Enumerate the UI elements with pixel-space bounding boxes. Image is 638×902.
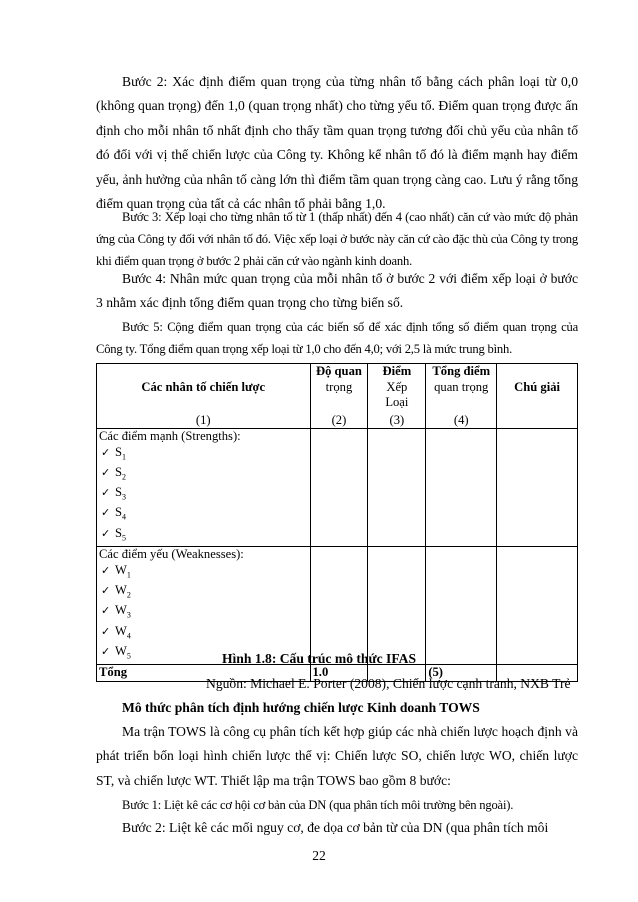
page-number: 22 (312, 848, 326, 863)
strength-item (99, 445, 308, 465)
strengths-list (99, 445, 308, 547)
weakness-label: $W_3$ (115, 603, 131, 620)
paragraph-tows-step1: Bước 1: Liệt kê các cơ hội cơ bản của DN (qua phân tích môi trường bên ngoài). (122, 798, 514, 812)
checkmark-icon: ✓ (101, 507, 111, 520)
strength-item (99, 526, 308, 546)
weakness-label: $W_1$ (115, 562, 131, 580)
strength-label: $S_3$ (115, 485, 127, 502)
strength-label: $S_2$ (115, 464, 127, 482)
paragraph-step3: Bước 3: Xếp loại cho từng nhân tố từ 1 (thấp nhất) đến 4 (cao nhất) căn cứ vào mức độ phản ứng của Công ty đối với nhân tố đó. Việc xếp loại ở bước này căn cứ cào đặc thù của Công ty trong khi điểm quan trọng ở bước 2 phải căn cứ vào ngành kinh doanh. (96, 210, 578, 268)
header-importance: Độ quan trọng (2) (310, 364, 368, 429)
total-score: (5) (426, 665, 497, 682)
ifas-table (96, 363, 578, 682)
figure-caption: Hình 1.8: Cấu trúc mô thức IFAS (221, 651, 417, 666)
checkmark-icon: ✓ (101, 645, 111, 658)
checkmark-icon: ✓ (101, 487, 111, 500)
checkmark-icon: ✓ (101, 625, 111, 638)
strength-label: $S_1$ (115, 444, 127, 462)
checkmark-icon: ✓ (101, 605, 111, 618)
paragraph-step5: Bước 5: Cộng điểm quan trọng của các biến số để xác định tổng số điểm quan trọng của Công ty. Tổng điểm quan trọng xếp loại từ 1,0 cho đến 4,0; với 2,5 là mức trung bình. (96, 320, 578, 356)
strength-item (99, 505, 308, 525)
checkmark-icon: ✓ (101, 527, 111, 540)
weakness-label: $W_5$ (115, 643, 131, 661)
weakness-index: 1 (126, 570, 131, 580)
header-rating: Điểm Xếp Loại (3) (368, 364, 426, 429)
strengths-cell (97, 429, 311, 547)
strength-index: 5 (122, 533, 127, 543)
strength-index: 1 (122, 452, 127, 462)
weakness-item (99, 624, 308, 644)
paragraph-tows: Ma trận TOWS là công cụ phân tích kết hợp giúp các nhà chiến lược hoạch định và phát triển bốn loại hình chiến lược thế vị: Chiến lược SO, chiến lược WO, chiến lược ST, và chiến lược WT. Thiết lập ma trận TOWS bao gồm 8 bước: (96, 724, 578, 788)
figure-source: Nguồn: Michael E. Porter (2008), Chiến lược cạnh tranh, NXB Trẻ (206, 676, 571, 691)
checkmark-icon: ✓ (101, 564, 111, 577)
weaknesses-title: Các điểm yếu (Weaknesses): (99, 547, 244, 562)
section-heading: Mô thức phân tích định hướng chiến lược Kinh doanh TOWS (122, 700, 480, 715)
header-factors: Các nhân tố chiến lược (1) (97, 364, 311, 429)
weakness-index: 2 (126, 590, 131, 600)
strength-label: $S_4$ (115, 505, 127, 522)
strength-index: 4 (122, 512, 127, 522)
weakness-item (99, 603, 308, 623)
strength-item (99, 485, 308, 505)
checkmark-icon: ✓ (101, 466, 111, 479)
strength-index: 2 (122, 472, 127, 482)
table-header-row (97, 364, 578, 429)
strength-item (99, 465, 308, 485)
weaknesses-list (99, 563, 308, 665)
weaknesses-row (97, 547, 578, 665)
strength-index: 3 (122, 492, 127, 502)
weakness-label: $W_2$ (115, 582, 131, 600)
paragraph-step4: Bước 4: Nhân mức quan trọng của mỗi nhân tố ở bước 2 với điểm xếp loại ở bước 3 nhằm xác định tổng điểm quan trọng cho từng biến số. (96, 271, 578, 311)
total-label: Tổng (97, 665, 311, 682)
weakness-item (99, 583, 308, 603)
strengths-title: Các điểm mạnh (Strengths): (99, 429, 241, 443)
paragraph-step2: Bước 2: Xác định điểm quan trọng của từng nhân tố bằng cách phân loại từ 0,0 (không quan trọng) đến 1,0 (quan trọng nhất) cho từng yếu tố. Điểm quan trọng được ấn định cho mỗi nhân tố nhất định cho thấy tầm quan trọng tương đối chủ yếu của nhân tố đó đối với vị thế chiến lược của Công ty. Không kể nhân tố đó là điểm mạnh hay điểm yếu, ảnh hưởng của nhân tố càng lớn thì điểm tầm quan trọng càng cao. Lưu ý rằng tổng điểm quan trọng của tất cả các nhân tố phải bằng 1,0. (96, 74, 578, 212)
strengths-row (97, 429, 578, 547)
strength-label: $S_5$ (115, 525, 127, 543)
checkmark-icon: ✓ (101, 584, 111, 597)
header-notes: Chú giải (497, 364, 578, 429)
weakness-item (99, 563, 308, 583)
weakness-label: $W_4$ (115, 623, 131, 641)
header-weighted-score: Tổng điểm quan trọng (4) (426, 364, 497, 429)
total-importance: 1.0 (310, 665, 368, 682)
weakness-index: 3 (126, 610, 131, 620)
checkmark-icon: ✓ (101, 446, 111, 459)
weakness-index: 4 (126, 631, 131, 641)
weakness-index: 5 (126, 651, 131, 661)
weaknesses-cell (97, 547, 311, 665)
paragraph-tows-step2: Bước 2: Liệt kê các mối nguy cơ, đe dọa cơ bản từ của DN (qua phân tích môi (122, 820, 549, 835)
